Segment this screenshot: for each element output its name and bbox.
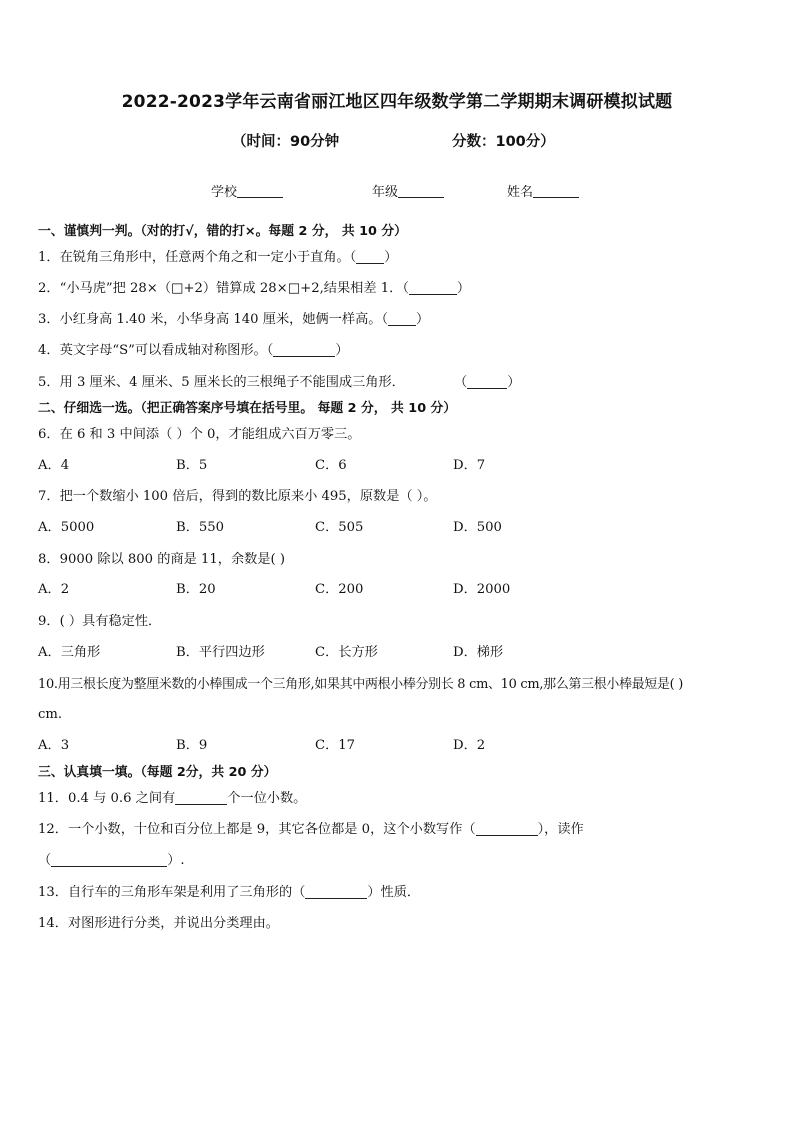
grade-blank [398, 183, 444, 198]
q7-option-a: A．5000 [38, 520, 95, 535]
answer-blank [51, 852, 167, 867]
q5-end: ） [507, 375, 521, 390]
q7-option-c: C．505 [315, 520, 364, 535]
section2-heading: 二、仔细选一选。（把正确答案序号填在括号里。 每题 2 分， 共 10 分） [38, 401, 457, 416]
q6-option-c: C．6 [315, 458, 347, 473]
question-1 [38, 249, 397, 267]
q10-option-d: D．2 [453, 738, 486, 753]
q13-end: ）性质． [367, 885, 421, 900]
answer-blank [467, 374, 507, 389]
section3-heading: 三、认真填一填。（每题 2分，共 20 分） [38, 765, 277, 780]
name-blank [533, 183, 579, 198]
q4-text: 4．英文字母“S”可以看成轴对称图形。（ [38, 343, 274, 358]
q3-end: ） [416, 312, 430, 327]
q9-option-b: B．平行四边形 [176, 645, 265, 660]
q3-text: 3．小红身高 1.40 米，小华身高 140 厘米，她俩一样高。（ [38, 312, 389, 327]
answer-blank [476, 821, 538, 836]
question-12-line2 [38, 852, 185, 870]
name-field [507, 181, 579, 200]
q9-option-a: A．三角形 [38, 645, 101, 660]
question-6: 6．在 6 和 3 中间添（ ）个 0，才能组成六百万零三。 [38, 427, 361, 442]
q6-option-d: D．7 [453, 458, 486, 473]
q10-option-b: B．9 [176, 738, 208, 753]
q2-text: 2．“小马虎”把 28×（□+2）错算成 28×□+2,结果相差 1．（ [38, 281, 409, 296]
question-5 [38, 374, 405, 392]
q7-option-d: D．500 [453, 520, 502, 535]
question-3 [38, 311, 429, 329]
answer-blank [388, 311, 416, 326]
q8-option-d: D．2000 [453, 582, 511, 597]
question-13 [38, 884, 420, 902]
q12-text: 12．一个小数，十位和百分位上都是 9，其它各位都是 0，这个小数写作（ [38, 822, 476, 837]
q9-option-d: D．梯形 [453, 645, 504, 660]
grade-label: 年级 [372, 185, 399, 200]
q11-text: 11．0.4 与 0.6 之间有 [38, 791, 176, 806]
answer-blank [305, 884, 367, 899]
grade-field [372, 181, 444, 200]
q12-line2-start: （ [38, 853, 52, 868]
page-title: 2022-2023学年云南省丽江地区四年级数学第二学期期末调研模拟试题 [121, 92, 673, 112]
answer-blank [409, 280, 457, 295]
question-12 [38, 821, 584, 839]
q11-end: 个一位小数。 [227, 791, 307, 806]
q10-option-a: A．3 [38, 738, 70, 753]
q5-paren-open: （ [454, 375, 468, 390]
exam-score: 分数：100分） [452, 134, 555, 150]
answer-blank [356, 249, 384, 264]
q4-end: ） [335, 343, 349, 358]
section1-heading: 一、谨慎判一判。（对的打√，错的打×。每题 2 分， 共 10 分） [38, 224, 407, 239]
q6-option-b: B．5 [176, 458, 208, 473]
question-4 [38, 342, 349, 360]
school-label: 学校 [211, 185, 238, 200]
question-14: 14．对图形进行分类，并说出分类理由。 [38, 916, 279, 931]
question-2 [38, 280, 470, 298]
question-7: 7．把一个数缩小 100 倍后，得到的数比原来小 495，原数是（ ）。 [38, 489, 437, 504]
q2-end: ） [456, 281, 471, 296]
q12-mid: ），读作 [537, 822, 584, 837]
q5-text: 5．用 3 厘米、4 厘米、5 厘米长的三根绳子不能围成三角形． [38, 375, 405, 390]
question-9: 9．( ）具有稳定性． [38, 614, 162, 629]
exam-time: （时间：90分钟 [232, 134, 340, 150]
school-blank [237, 183, 283, 198]
q1-text: 1．在锐角三角形中，任意两个角之和一定小于直角。（ [38, 250, 357, 265]
answer-blank [175, 790, 227, 805]
question-5-answer [454, 374, 520, 392]
question-8: 8．9000 除以 800 的商是 11，余数是( ) [38, 552, 286, 567]
q13-text: 13．自行车的三角形车架是利用了三角形的（ [38, 885, 306, 900]
q12-end: ）. [167, 853, 185, 868]
q8-option-b: B．20 [176, 582, 216, 597]
answer-blank [273, 342, 335, 357]
q7-option-b: B．550 [176, 520, 225, 535]
question-10: 10.用三根长度为整厘米数的小棒围成一个三角形,如果其中两根小棒分别长 8 cm、10 cm,那么第三根小棒最短是( ) [38, 677, 684, 692]
name-label: 姓名 [507, 185, 534, 200]
q10-option-c: C．17 [315, 738, 356, 753]
q6-option-a: A．4 [38, 458, 70, 473]
q9-option-c: C．长方形 [315, 645, 378, 660]
q8-option-a: A．2 [38, 582, 70, 597]
school-field [211, 181, 283, 200]
question-11 [38, 790, 306, 808]
q8-option-c: C．200 [315, 582, 364, 597]
q1-end: ） [384, 250, 398, 265]
question-10-unit: cm. [38, 707, 63, 722]
